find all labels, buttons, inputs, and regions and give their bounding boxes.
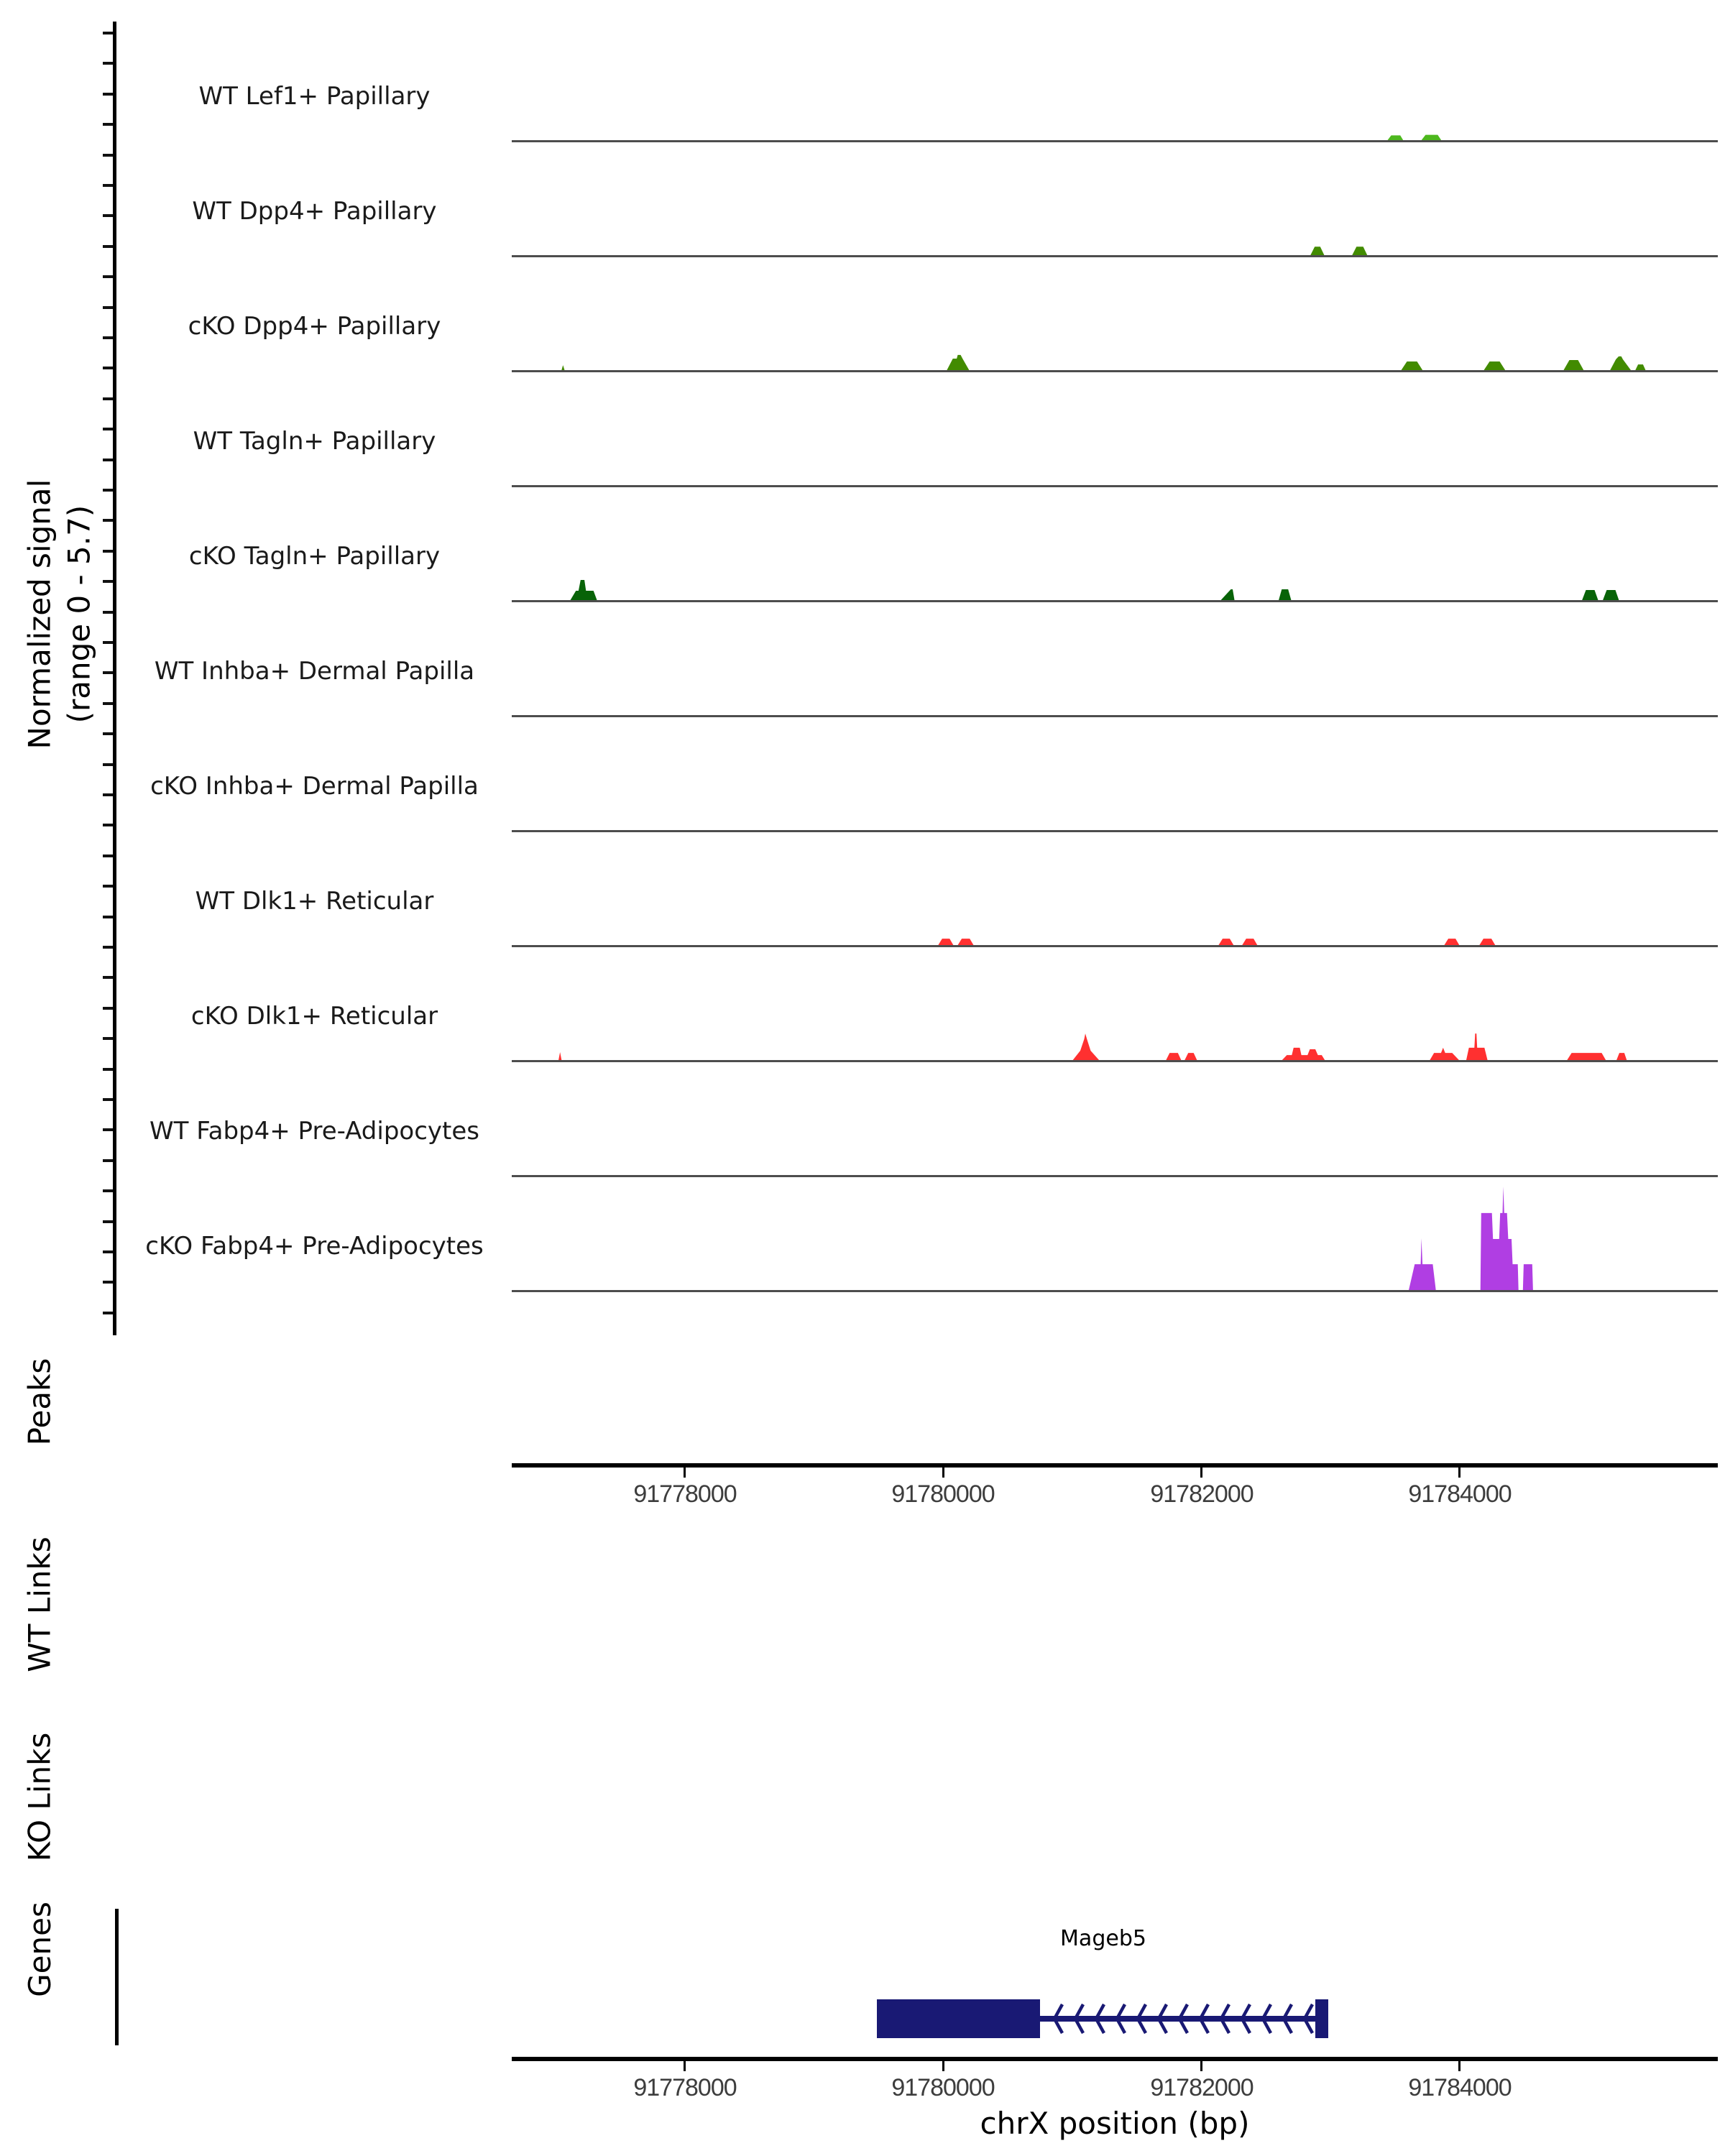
signal-peak xyxy=(1582,590,1598,601)
signal-peak xyxy=(1282,1048,1325,1061)
y-axis-tick xyxy=(103,275,113,278)
coverage-signal-track-6 xyxy=(512,609,1718,717)
track-baseline xyxy=(512,1290,1718,1292)
y-axis-tick xyxy=(103,1068,113,1071)
y-axis-tick xyxy=(103,1007,113,1010)
y-axis-tick xyxy=(103,793,113,796)
x-axis-title: chrX position (bp) xyxy=(980,2106,1250,2141)
y-axis-tick xyxy=(103,1037,113,1040)
coverage-signal-track-7 xyxy=(512,724,1718,832)
coverage-signal-track-2 xyxy=(512,149,1718,257)
y-axis-tick xyxy=(103,428,113,430)
coverage-signal-track-4 xyxy=(512,379,1718,487)
track-baseline xyxy=(512,1175,1718,1177)
x-axis-tick xyxy=(1200,2061,1202,2071)
left-arrow-icon xyxy=(1054,2004,1062,2033)
y-axis-tick xyxy=(103,1281,113,1284)
y-axis-tick xyxy=(103,854,113,857)
y-axis-tick xyxy=(103,32,113,34)
track-label-8: WT Dlk1+ Reticular xyxy=(195,887,434,916)
signal-peak xyxy=(1610,356,1632,371)
signal-peak xyxy=(1466,1033,1488,1061)
track-label-7: cKO Inhba+ Dermal Papilla xyxy=(150,772,479,801)
x-axis-tick-label: 91782000 xyxy=(1150,2074,1254,2101)
y-axis-tick xyxy=(103,123,113,126)
y-axis-tick xyxy=(103,611,113,614)
x-axis-tick xyxy=(684,1468,686,1478)
y-axis-tick xyxy=(103,885,113,888)
signal-peak xyxy=(570,580,597,601)
y-axis-tick xyxy=(103,1220,113,1223)
left-arrow-icon xyxy=(1138,2004,1146,2033)
signal-peak xyxy=(1220,589,1235,601)
left-arrow-icon xyxy=(1200,2004,1208,2033)
x-axis-tick-label: 91780000 xyxy=(891,2074,995,2101)
track-baseline xyxy=(512,945,1718,947)
genes-axis-bracket xyxy=(115,1909,119,2045)
x-axis-tick xyxy=(684,2061,686,2071)
y-axis-tick xyxy=(103,214,113,217)
y-axis-tick xyxy=(103,946,113,949)
section-label-peaks: Peaks xyxy=(22,1358,58,1445)
left-arrow-icon xyxy=(1221,2004,1229,2033)
y-axis-tick xyxy=(103,397,113,400)
signal-peak xyxy=(1072,1033,1100,1061)
y-axis-tick xyxy=(103,1098,113,1101)
y-axis-title-line1: Normalized signal xyxy=(22,479,58,750)
y-axis-title xyxy=(6,399,114,830)
left-arrow-icon xyxy=(1117,2004,1125,2033)
y-axis-tick xyxy=(103,641,113,644)
y-axis-tick xyxy=(103,976,113,979)
y-axis-tick xyxy=(103,1312,113,1314)
signal-peak xyxy=(1563,360,1584,371)
track-baseline xyxy=(512,140,1718,142)
section-label-wt-links: WT Links xyxy=(22,1536,58,1672)
left-arrow-icon xyxy=(1096,2004,1104,2033)
y-axis-tick xyxy=(103,519,113,522)
track-baseline xyxy=(512,715,1718,717)
y-axis-tick xyxy=(103,184,113,187)
track-label-3: cKO Dpp4+ Papillary xyxy=(188,312,441,341)
coverage-signal-track-1 xyxy=(512,34,1718,142)
section-label-ko-links: KO Links xyxy=(22,1732,58,1861)
signal-peak xyxy=(1523,1264,1533,1291)
y-axis-tick xyxy=(103,154,113,157)
x-axis-tick-label: 91782000 xyxy=(1150,1480,1254,1508)
y-axis-tick xyxy=(103,62,113,65)
coverage-signal-track-3 xyxy=(512,264,1718,372)
x-axis-tick xyxy=(942,1468,944,1478)
bottom-x-axis-line xyxy=(512,2057,1718,2061)
coverage-signal-track-10 xyxy=(512,1069,1718,1177)
x-axis-tick xyxy=(1200,1468,1202,1478)
section-label-genes: Genes xyxy=(22,1901,58,1997)
x-axis-tick xyxy=(1458,2061,1460,2071)
x-axis-tick xyxy=(942,2061,944,2071)
track-label-9: cKO Dlk1+ Reticular xyxy=(190,1002,438,1031)
signal-peak xyxy=(947,355,970,371)
y-axis-tick xyxy=(103,489,113,492)
y-axis-title-line2: (range 0 - 5.7) xyxy=(61,505,97,724)
y-axis-tick xyxy=(103,732,113,735)
track-baseline xyxy=(512,600,1718,602)
coverage-signal-track-8 xyxy=(512,839,1718,947)
y-axis-tick xyxy=(103,1189,113,1192)
gene-name-label: Mageb5 xyxy=(1060,1926,1146,1951)
left-arrow-icon xyxy=(1242,2004,1250,2033)
x-axis-tick-label: 91778000 xyxy=(633,2074,737,2101)
signal-peak xyxy=(1430,1048,1460,1061)
signal-peak xyxy=(1279,589,1292,601)
y-axis-tick xyxy=(103,459,113,461)
left-arrow-icon xyxy=(1305,2004,1312,2033)
track-label-6: WT Inhba+ Dermal Papilla xyxy=(154,657,475,686)
y-axis-tick xyxy=(103,580,113,583)
track-baseline xyxy=(512,1060,1718,1062)
track-label-4: WT Tagln+ Papillary xyxy=(193,427,436,456)
track-label-1: WT Lef1+ Papillary xyxy=(198,82,431,111)
track-baseline xyxy=(512,255,1718,257)
y-axis-tick xyxy=(103,336,113,339)
y-axis-tick xyxy=(103,824,113,826)
gene-exon-box xyxy=(1315,1999,1328,2038)
left-arrow-icon xyxy=(1263,2004,1271,2033)
x-axis-tick-label: 91784000 xyxy=(1408,1480,1512,1508)
y-axis-tick xyxy=(103,93,113,96)
track-label-10: WT Fabp4+ Pre-Adipocytes xyxy=(150,1117,479,1146)
signal-peak xyxy=(1603,590,1619,601)
x-axis-tick-label: 91780000 xyxy=(891,1480,995,1508)
y-axis-tick xyxy=(103,671,113,674)
coverage-signal-track-11 xyxy=(512,1184,1718,1292)
left-arrow-icon xyxy=(1179,2004,1187,2033)
y-axis-tick xyxy=(103,550,113,553)
y-axis-tick xyxy=(103,763,113,766)
signal-peak xyxy=(1409,1238,1436,1291)
gene-strand-arrows xyxy=(1040,1999,1315,2038)
gene-exon-utr-box xyxy=(877,1999,1040,2038)
left-arrow-icon xyxy=(1284,2004,1292,2033)
y-axis-tick xyxy=(103,306,113,309)
coverage-signal-track-5 xyxy=(512,494,1718,602)
x-axis-tick-label: 91778000 xyxy=(633,1480,737,1508)
x-axis-tick-label: 91784000 xyxy=(1408,2074,1512,2101)
track-label-5: cKO Tagln+ Papillary xyxy=(188,542,441,571)
track-baseline xyxy=(512,830,1718,832)
left-arrow-icon xyxy=(1075,2004,1083,2033)
y-axis-tick xyxy=(103,245,113,248)
left-arrow-icon xyxy=(1159,2004,1167,2033)
peaks-x-axis-line xyxy=(512,1463,1718,1468)
coverage-signal-track-9 xyxy=(512,954,1718,1062)
signal-peak xyxy=(1481,1187,1519,1291)
x-axis-tick xyxy=(1458,1468,1460,1478)
track-label-11: cKO Fabp4+ Pre-Adipocytes xyxy=(145,1232,484,1261)
track-label-2: WT Dpp4+ Papillary xyxy=(192,197,437,226)
y-axis-tick xyxy=(103,1250,113,1253)
track-baseline xyxy=(512,370,1718,372)
y-axis-tick xyxy=(103,367,113,369)
y-axis-tick xyxy=(103,1159,113,1162)
y-axis-tick xyxy=(103,916,113,918)
y-axis-tick xyxy=(103,1128,113,1131)
y-axis-tick xyxy=(103,702,113,705)
track-baseline xyxy=(512,485,1718,487)
